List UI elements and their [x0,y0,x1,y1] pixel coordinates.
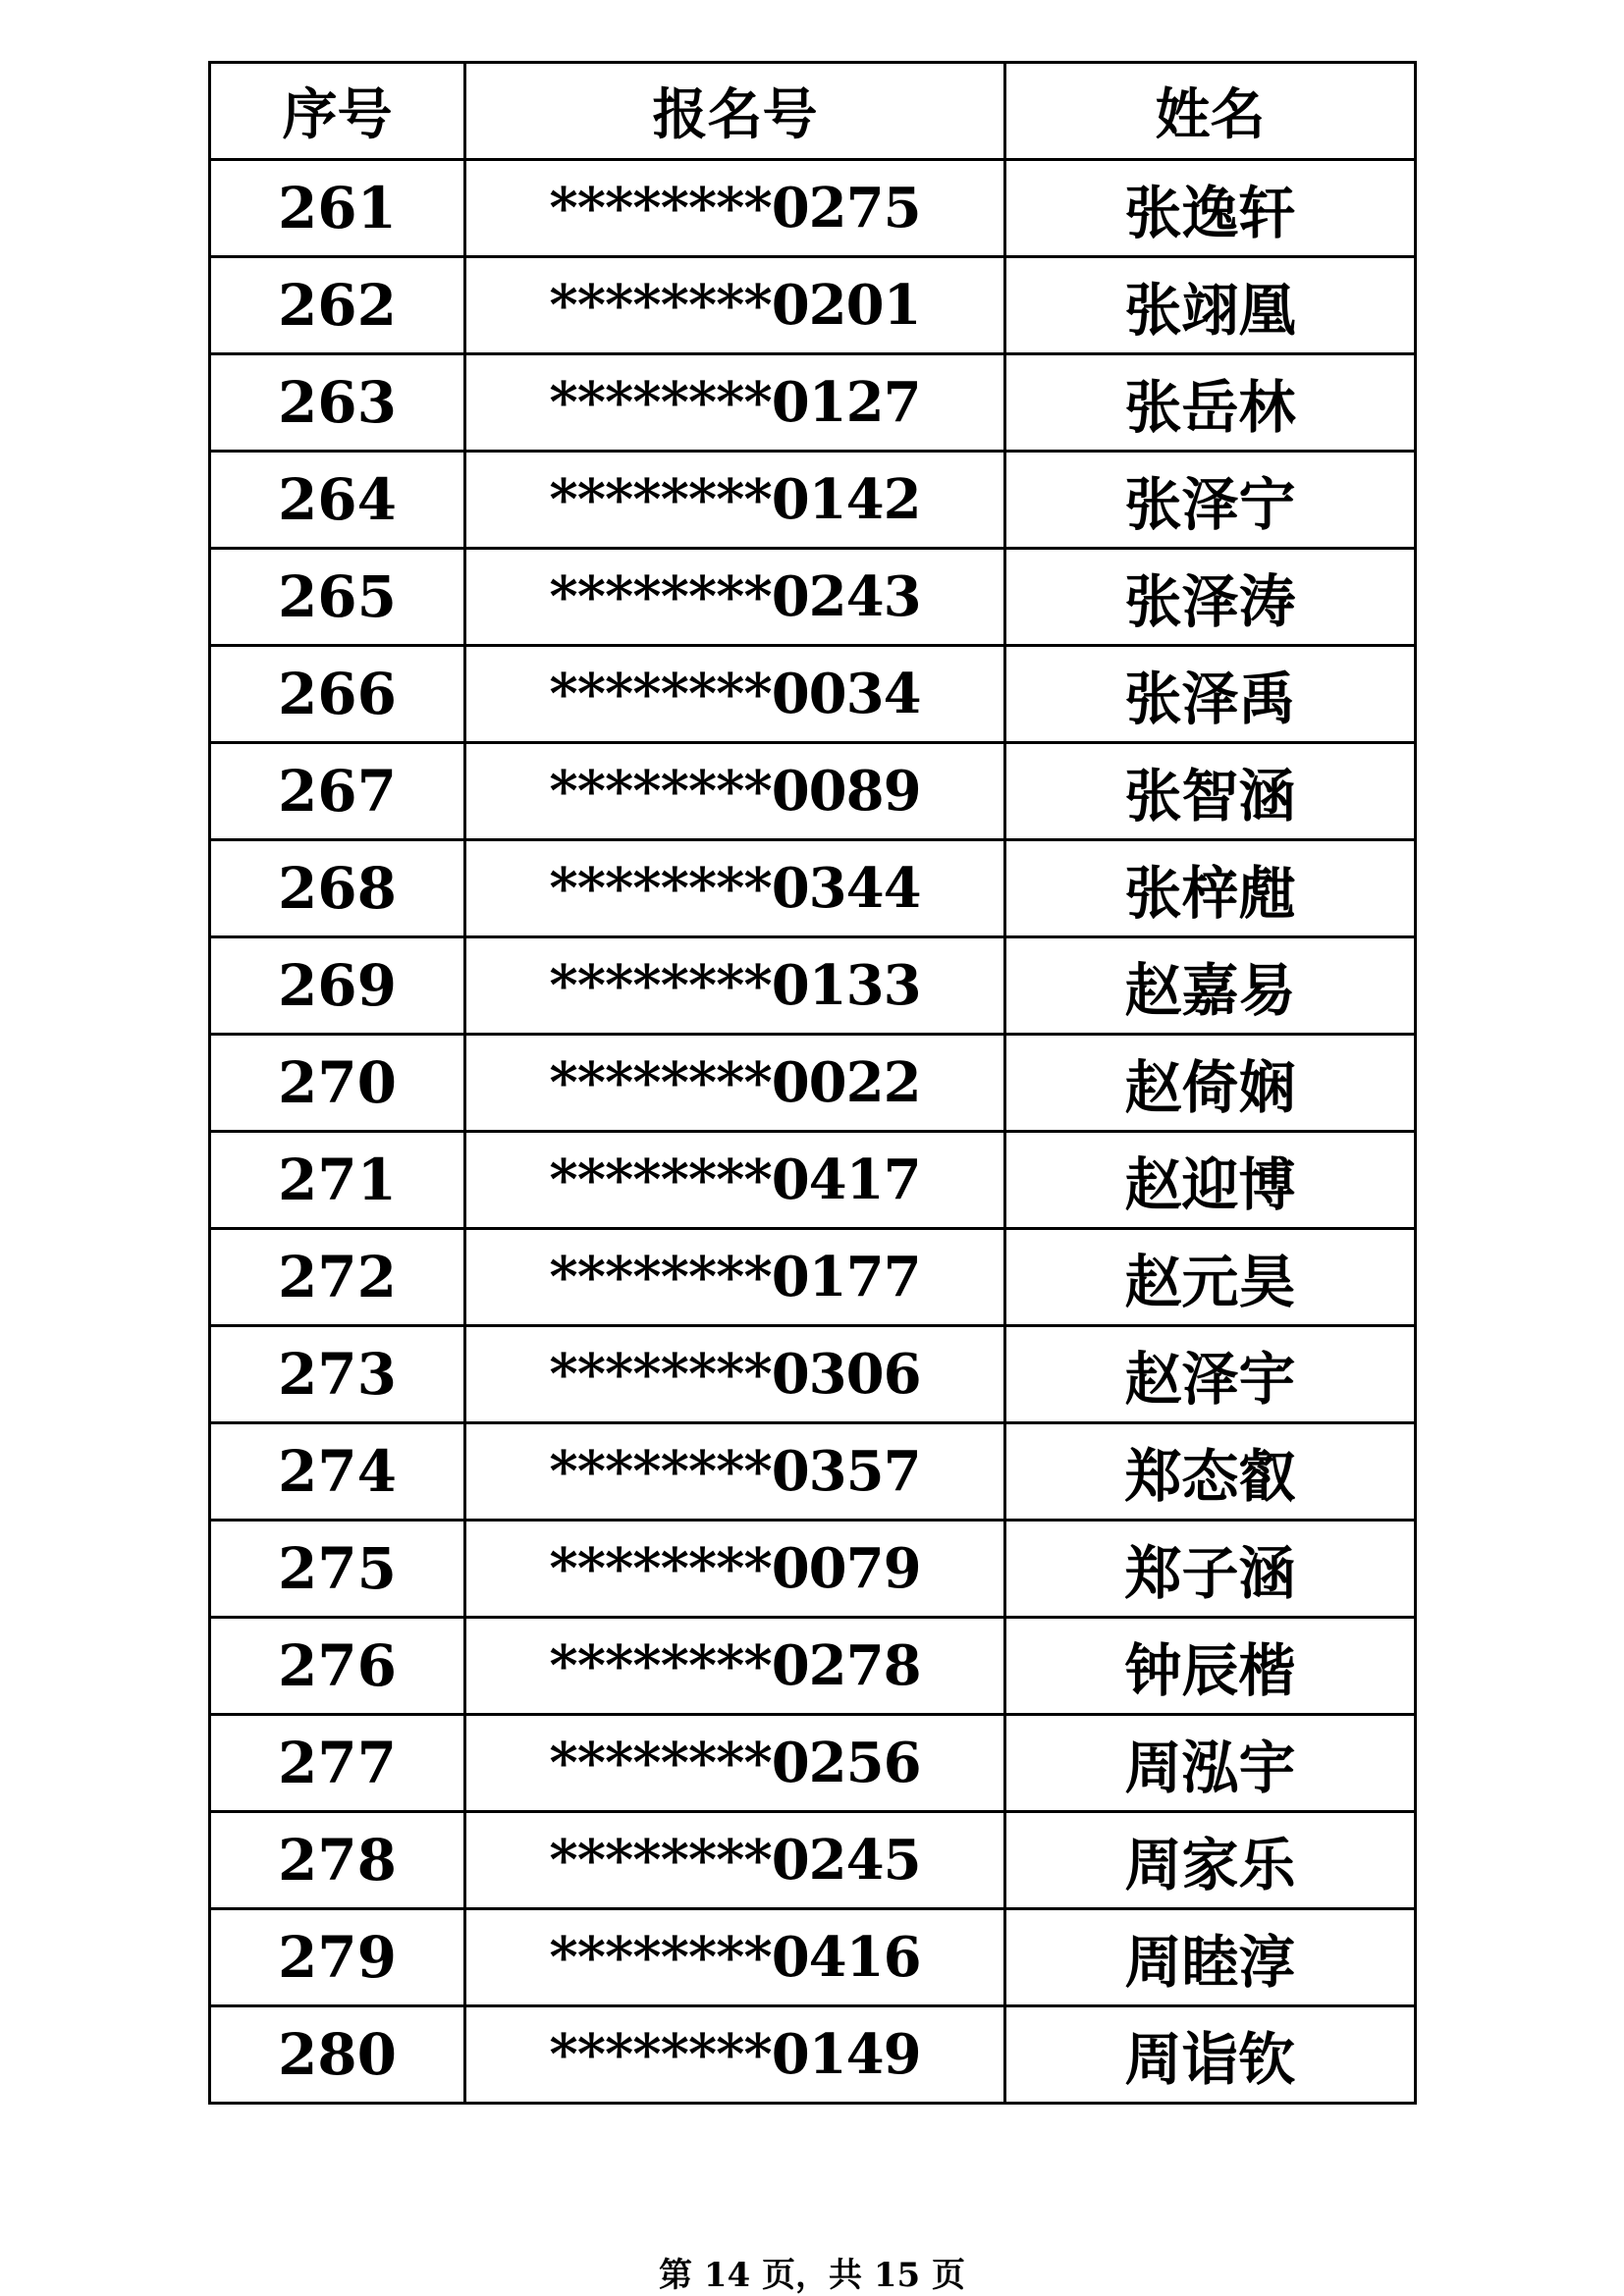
cell-index: 269 [210,937,465,1035]
table-row [210,257,1416,354]
table-row [210,840,1416,937]
cell-index: 272 [210,1229,465,1326]
cell-registration-number: ********0142 [465,452,1005,549]
table-row [210,1326,1416,1423]
table-row [210,452,1416,549]
cell-index: 278 [210,1812,465,1909]
table-row [210,1035,1416,1132]
cell-index: 270 [210,1035,465,1132]
page-number-footer: 第 14 页，共 15 页 [659,2256,965,2295]
cell-registration-number: ********0079 [465,1521,1005,1618]
header-index: 序号 [210,63,465,160]
cell-index: 275 [210,1521,465,1618]
table-row [210,1909,1416,2006]
cell-registration-number: ********0089 [465,743,1005,840]
table-row [210,2006,1416,2104]
cell-index: 274 [210,1423,465,1521]
cell-registration-number: ********0177 [465,1229,1005,1326]
cell-index: 271 [210,1132,465,1229]
table-row [210,646,1416,743]
table-row [210,1715,1416,1812]
cell-name: 周泓宇 [1005,1715,1416,1812]
cell-registration-number: ********0417 [465,1132,1005,1229]
cell-name: 赵泽宇 [1005,1326,1416,1423]
cell-index: 262 [210,257,465,354]
cell-registration-number: ********0245 [465,1812,1005,1909]
cell-name: 郑子涵 [1005,1521,1416,1618]
cell-name: 张逸轩 [1005,160,1416,257]
table-row [210,160,1416,257]
cell-name: 赵元昊 [1005,1229,1416,1326]
cell-index: 265 [210,549,465,646]
header-registration-number: 报名号 [465,63,1005,160]
table-row [210,937,1416,1035]
cell-index: 268 [210,840,465,937]
header-name: 姓名 [1005,63,1416,160]
cell-registration-number: ********0416 [465,1909,1005,2006]
header-row [210,63,1416,160]
table-row [210,1521,1416,1618]
table-row [210,1618,1416,1715]
table-row [210,354,1416,452]
cell-name: 周家乐 [1005,1812,1416,1909]
cell-registration-number: ********0243 [465,549,1005,646]
cell-index: 280 [210,2006,465,2104]
cell-registration-number: ********0357 [465,1423,1005,1521]
cell-index: 261 [210,160,465,257]
cell-registration-number: ********0133 [465,937,1005,1035]
table-row [210,1812,1416,1909]
cell-registration-number: ********0306 [465,1326,1005,1423]
cell-index: 267 [210,743,465,840]
cell-registration-number: ********0127 [465,354,1005,452]
cell-registration-number: ********0022 [465,1035,1005,1132]
cell-registration-number: ********0344 [465,840,1005,937]
cell-index: 264 [210,452,465,549]
cell-name: 张翊凰 [1005,257,1416,354]
cell-name: 张智涵 [1005,743,1416,840]
cell-registration-number: ********0201 [465,257,1005,354]
cell-name: 郑态叡 [1005,1423,1416,1521]
cell-index: 273 [210,1326,465,1423]
cell-name: 张泽涛 [1005,549,1416,646]
cell-registration-number: ********0034 [465,646,1005,743]
cell-name: 周诣钦 [1005,2006,1416,2104]
cell-registration-number: ********0149 [465,2006,1005,2104]
table-row [210,743,1416,840]
cell-index: 277 [210,1715,465,1812]
cell-name: 张泽宁 [1005,452,1416,549]
cell-name: 赵嘉易 [1005,937,1416,1035]
roster-table [208,61,1417,2105]
cell-name: 赵迎博 [1005,1132,1416,1229]
table-row [210,1423,1416,1521]
cell-registration-number: ********0256 [465,1715,1005,1812]
cell-index: 263 [210,354,465,452]
cell-registration-number: ********0278 [465,1618,1005,1715]
cell-name: 钟辰楷 [1005,1618,1416,1715]
cell-registration-number: ********0275 [465,160,1005,257]
cell-name: 张岳林 [1005,354,1416,452]
cell-name: 赵倚娴 [1005,1035,1416,1132]
table-row [210,549,1416,646]
cell-index: 276 [210,1618,465,1715]
cell-index: 279 [210,1909,465,2006]
table-row [210,1132,1416,1229]
cell-name: 张梓甝 [1005,840,1416,937]
cell-index: 266 [210,646,465,743]
table-row [210,1229,1416,1326]
cell-name: 周睦淳 [1005,1909,1416,2006]
cell-name: 张泽禹 [1005,646,1416,743]
